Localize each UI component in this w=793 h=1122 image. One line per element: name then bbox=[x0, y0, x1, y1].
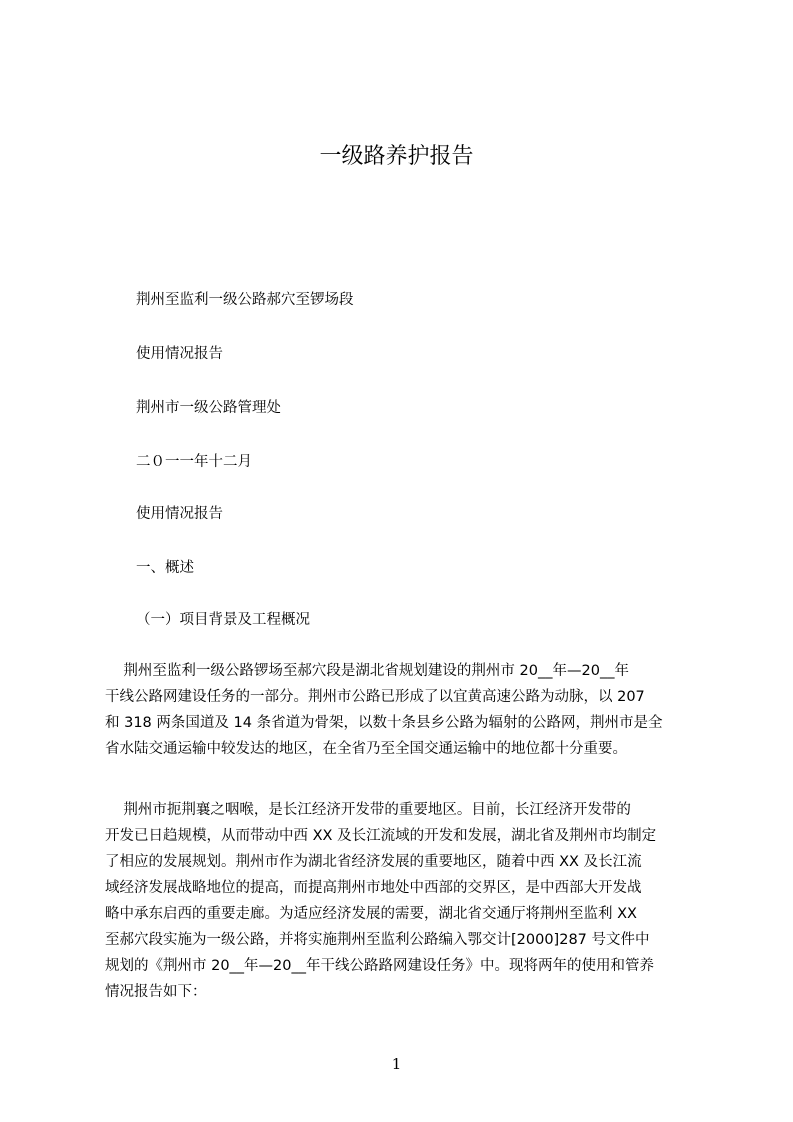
paragraph-line: 开发已日趋规模，从而带动中西 XX 及长江流域的开发和发展，湖北省及荆州市均制定 bbox=[105, 828, 657, 844]
paragraph-line: 情况报告如下： bbox=[105, 984, 207, 1000]
paragraph-line: 略中承东启西的重要走廊。为适应经济发展的需要，湖北省交通厅将荆州至监利 XX bbox=[105, 906, 637, 922]
cover-line-report-type: 使用情况报告 bbox=[136, 346, 223, 362]
cover-line-organization: 荆州市一级公路管理处 bbox=[136, 400, 281, 416]
paragraph-line: 荆州至监利一级公路锣场至郝穴段是湖北省规划建设的荆州市 20__年—20__年 bbox=[105, 663, 629, 679]
paragraph-line: 干线公路网建设任务的一部分。荆州市公路已形成了以宜黄高速公路为动脉，以 207 bbox=[105, 689, 645, 705]
subsection-heading: （一）项目背景及工程概况 bbox=[136, 612, 310, 628]
cover-line-date: 二０一一年十二月 bbox=[136, 454, 252, 470]
paragraph-line: 规划的《荆州市 20__年—20__年干线公路路网建设任务》中。现将两年的使用和管养 bbox=[105, 958, 655, 974]
paragraph-line: 域经济发展战略地位的提高，而提高荆州市地处中西部的交界区，是中西部大开发战 bbox=[105, 880, 642, 896]
paragraph-background bbox=[105, 658, 700, 762]
paragraph-line: 荆州市扼荆襄之咽喉，是长江经济开发带的重要地区。目前，长江经济开发带的 bbox=[105, 802, 631, 818]
page-title: 一级路养护报告 bbox=[319, 144, 474, 169]
paragraph-line: 了相应的发展规划。荆州市作为湖北省经济发展的重要地区，随着中西 XX 及长江流 bbox=[105, 854, 642, 870]
cover-line-project: 荆州至监利一级公路郝穴至锣场段 bbox=[136, 292, 354, 308]
section-heading: 一、概述 bbox=[136, 560, 194, 576]
paragraph-line: 省水陆交通运输中较发达的地区，在全省乃至全国交通运输中的地位都十分重要。 bbox=[105, 741, 627, 757]
page-number: 1 bbox=[391, 1055, 402, 1073]
paragraph-line: 和 318 两条国道及 14 条省道为骨架，以数十条县乡公路为辐射的公路网，荆州市是全 bbox=[105, 715, 663, 731]
paragraph-regional-significance bbox=[105, 797, 700, 1005]
cover-line-report-heading: 使用情况报告 bbox=[136, 506, 223, 522]
paragraph-line: 至郝穴段实施为一级公路，并将实施荆州至监利公路编入鄂交计[2000]287 号文件中 bbox=[105, 932, 650, 948]
